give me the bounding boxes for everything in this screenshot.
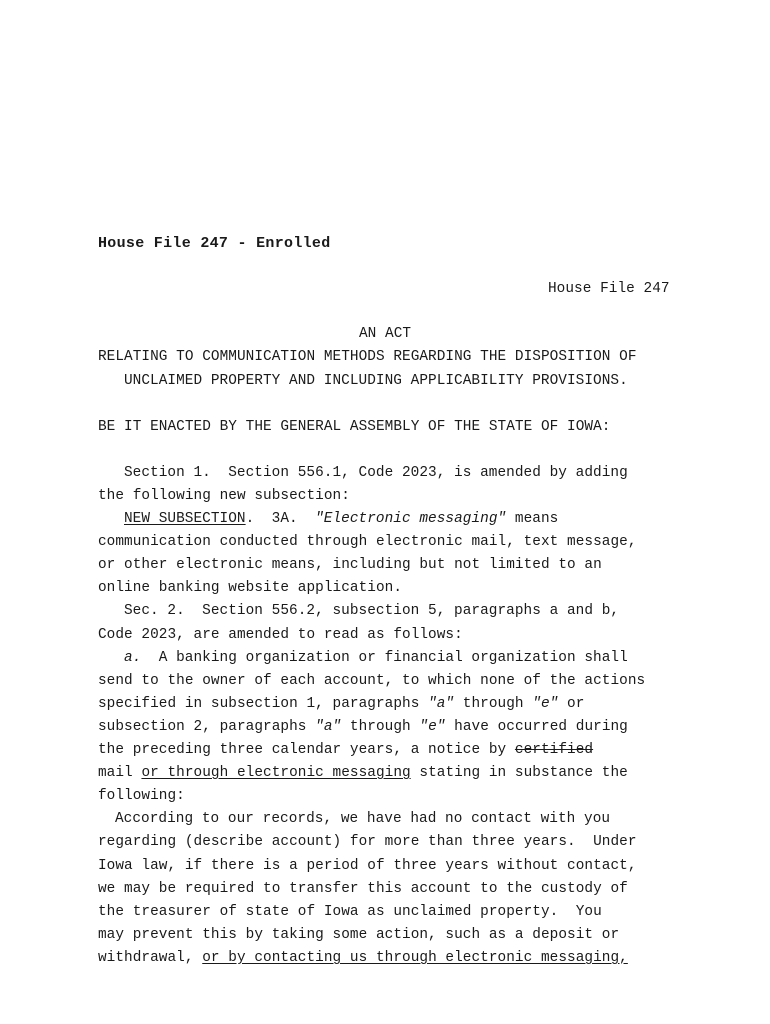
section2-line-7 [98, 741, 593, 759]
section2-line-3 [124, 649, 628, 667]
section2-line-8 [98, 764, 628, 782]
through-word: through [454, 696, 533, 712]
act-title-line-2: UNCLAIMED PROPERTY AND INCLUDING APPLICABILITY PROVISIONS. [124, 373, 628, 389]
section1-line-1: Section 1. Section 556.1, Code 2023, is amended by adding [124, 465, 628, 481]
paragraph-ref-a-2: "a" [315, 719, 342, 735]
notice-line-1: According to our records, we have had no contact with you [115, 811, 611, 827]
section1-line-3 [124, 510, 558, 528]
act-label: AN ACT [359, 326, 412, 342]
paragraph-a-label: a. [124, 650, 142, 666]
notice-line-5: the treasurer of state of Iowa as unclaimed property. You [98, 904, 602, 920]
section2-line-6-pre: subsection 2, paragraphs [98, 719, 316, 735]
section2-line-5 [98, 695, 584, 713]
section2-line-5-pre: specified in subsection 1, paragraphs [98, 696, 429, 712]
section2-line-2: Code 2023, are amended to read as follows: [98, 627, 463, 643]
defined-term-tail: means [506, 511, 559, 527]
section2-line-7-pre: the preceding three calendar years, a notice by [98, 742, 515, 758]
new-subsection-number: . 3A. [245, 511, 316, 527]
paragraph-ref-a: "a" [428, 696, 455, 712]
struck-text: certified [514, 742, 594, 758]
section2-line-8-post: stating in substance the [410, 765, 628, 781]
new-subsection-label: NEW SUBSECTION [124, 511, 246, 527]
paragraph-ref-e: "e" [532, 696, 559, 712]
inserted-text-2: or by contacting us through electronic messaging, [202, 950, 628, 966]
notice-line-7-pre: withdrawal, [98, 950, 203, 966]
section2-line-8-pre: mail [98, 765, 142, 781]
through-word-2: through [341, 719, 420, 735]
section2-line-1: Sec. 2. Section 556.2, subsection 5, paragraphs a and b, [124, 603, 620, 619]
notice-line-3: Iowa law, if there is a period of three years without contact, [98, 858, 637, 874]
section1-line-5: or other electronic means, including but not limited to an [98, 557, 602, 573]
notice-line-7 [98, 949, 628, 967]
section2-line-6 [98, 718, 628, 736]
notice-line-2: regarding (describe account) for more than three years. Under [98, 834, 637, 850]
notice-line-4: we may be required to transfer this account to the custody of [98, 881, 628, 897]
section2-line-4: send to the owner of each account, to which none of the actions [98, 673, 646, 689]
defined-term: "Electronic messaging" [315, 511, 507, 527]
paragraph-a-text: A banking organization or financial organization shall [141, 650, 628, 666]
section2-line-9: following: [98, 788, 185, 804]
section1-line-6: online banking website application. [98, 580, 403, 596]
notice-line-6: may prevent this by taking some action, such as a deposit or [98, 927, 620, 943]
file-label: House File 247 [548, 281, 670, 297]
enacting-clause: BE IT ENACTED BY THE GENERAL ASSEMBLY OF THE STATE OF IOWA: [98, 419, 611, 435]
paragraph-ref-e-2: "e" [419, 719, 446, 735]
document-title: House File 247 - Enrolled [98, 235, 331, 252]
section1-line-2: the following new subsection: [98, 488, 350, 504]
section2-line-5-post: or [558, 696, 585, 712]
section1-line-4: communication conducted through electronic mail, text message, [98, 534, 637, 550]
act-title-line-1: RELATING TO COMMUNICATION METHODS REGARDING THE DISPOSITION OF [98, 349, 637, 365]
section2-line-6-post: have occurred during [445, 719, 628, 735]
inserted-text: or through electronic messaging [141, 765, 411, 781]
